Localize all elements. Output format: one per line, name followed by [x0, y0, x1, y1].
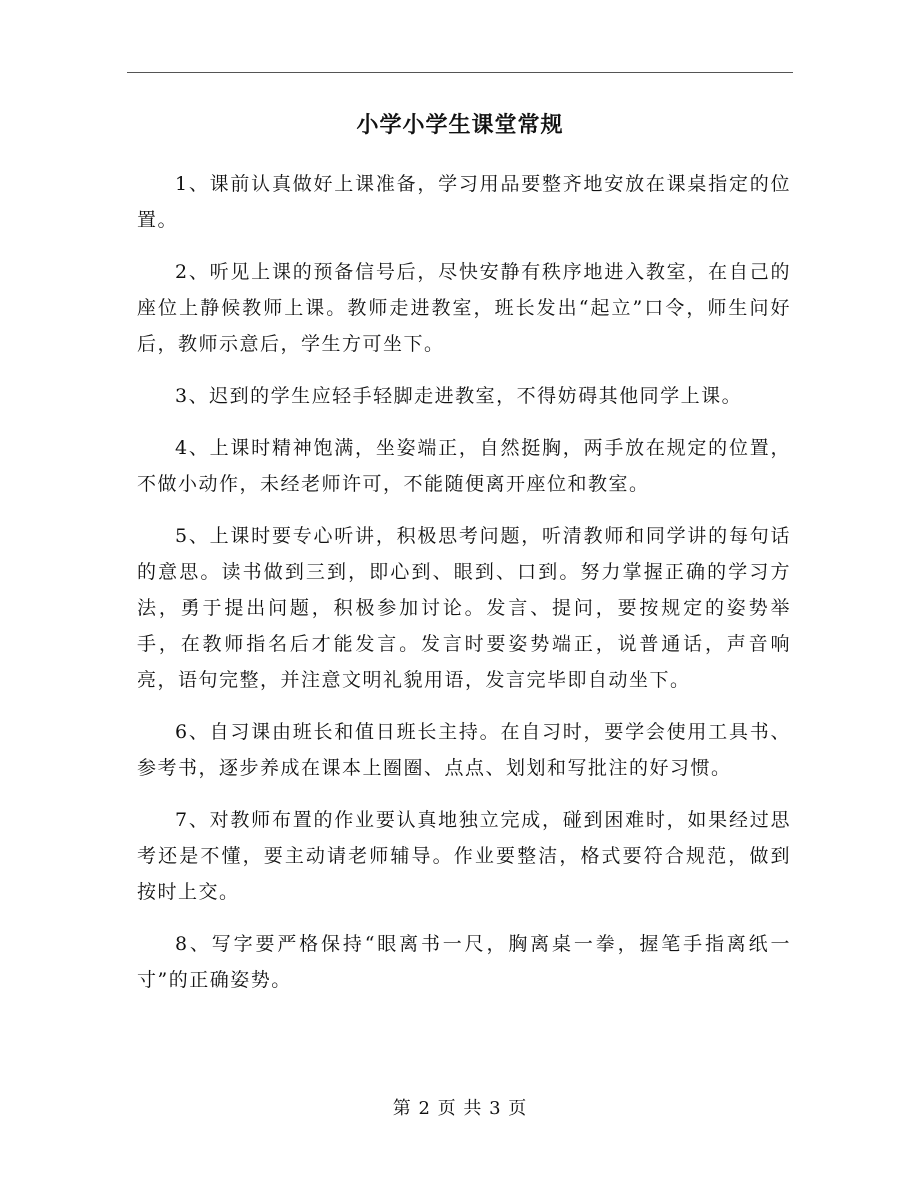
rule-paragraph-2: 2、听见上课的预备信号后，尽快安静有秩序地进入教室，在自己的座位上静候教师上课。教师走进教室，班长发出“起立”口令，师生问好后，教师示意后，学生方可坐下。: [137, 261, 791, 355]
page-number-footer: 第 2 页 共 3 页: [392, 1098, 528, 1119]
document-title: 小学小学生课堂常规: [356, 112, 564, 138]
rule-paragraph-6: 6、自习课由班长和值日班长主持。在自习时，要学会使用工具书、参考书，逐步养成在课本上圈圈、点点、划划和写批注的好习惯。: [137, 721, 791, 779]
rule-paragraph-3: 3、迟到的学生应轻手轻脚走进教室，不得妨碍其他同学上课。: [175, 385, 743, 407]
rule-paragraph-4: 4、上课时精神饱满，坐姿端正，自然挺胸，两手放在规定的位置，不做小动作，未经老师许可，不能随便离开座位和教室。: [137, 437, 791, 495]
rule-paragraph-5: 5、上课时要专心听讲，积极思考问题，听清教师和同学讲的每句话的意思。读书做到三到，即心到、眼到、口到。努力掌握正确的学习方法，勇于提出问题，积极参加讨论。发言、提问，要按规定的姿势举手，在教师指名后才能发言。发言时要姿势端正，说普通话，声音响亮，语句完整，并注意文明礼貌用语，发言完毕即自动坐下。: [137, 525, 791, 691]
rule-paragraph-1: 1、课前认真做好上课准备，学习用品要整齐地安放在课桌指定的位置。: [137, 173, 791, 231]
document-body: [137, 166, 791, 1014]
rule-paragraph-8: 8、写字要严格保持“眼离书一尺，胸离桌一拳，握笔手指离纸一寸”的正确姿势。: [137, 933, 791, 991]
rule-paragraph-7: 7、对教师布置的作业要认真地独立完成，碰到困难时，如果经过思考还是不懂，要主动请老师辅导。作业要整洁，格式要符合规范，做到按时上交。: [137, 809, 791, 903]
header-rule: [127, 72, 793, 73]
